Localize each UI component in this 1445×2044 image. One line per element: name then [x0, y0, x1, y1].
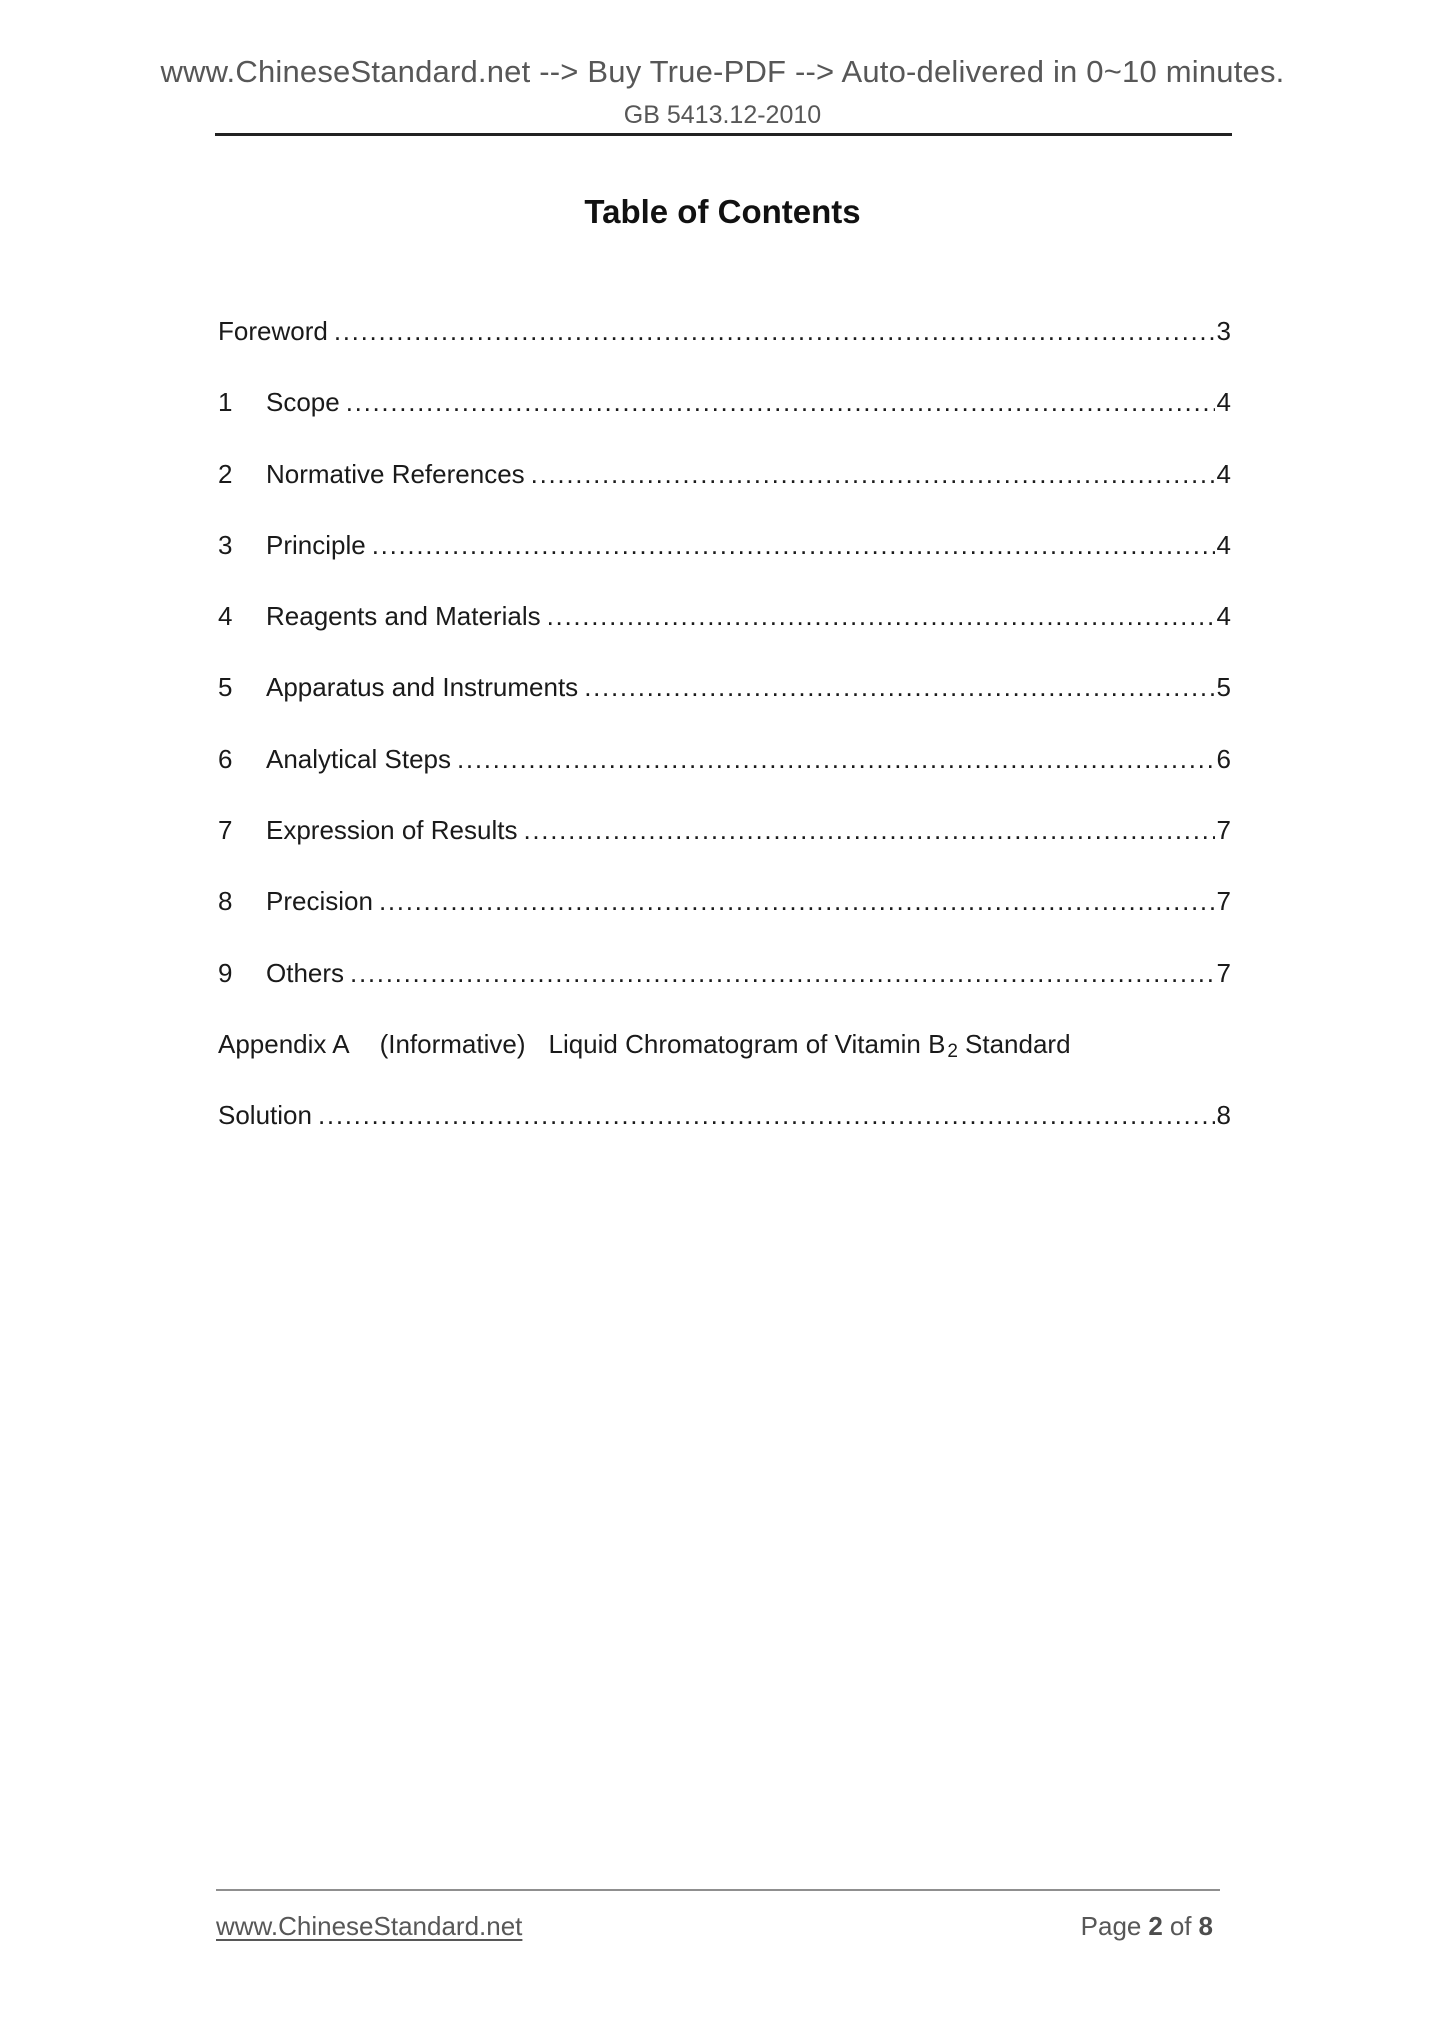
toc-entry-appendix-a-line1 [218, 1028, 1231, 1102]
toc-entry-page: 3 [1216, 316, 1231, 346]
header-promo-text: www.ChineseStandard.net --> Buy True-PDF --> Auto-delivered in 0~10 minutes. [160, 54, 1285, 89]
toc-entry-page: 7 [1216, 815, 1231, 846]
toc-entry-number: 8 [218, 886, 233, 917]
dot-leader [531, 461, 1215, 488]
header-divider [215, 133, 1232, 136]
toc-entry-label: Normative References [266, 458, 525, 489]
toc-entry-number: 2 [218, 458, 233, 489]
table-of-contents [218, 318, 1231, 1174]
toc-entry-expression-of-results [218, 817, 1231, 888]
dot-leader [346, 389, 1215, 416]
toc-entry-apparatus-and-instruments [218, 674, 1231, 745]
toc-entry-number: 7 [218, 815, 233, 846]
toc-entry-label: Apparatus and Instruments [266, 672, 579, 703]
dot-leader [547, 603, 1215, 630]
footer-page-current: 2 [1148, 1911, 1163, 1941]
dot-leader [318, 1102, 1215, 1129]
toc-entry-page: 7 [1216, 886, 1231, 917]
toc-entry-page: 4 [1216, 458, 1231, 489]
toc-entry-foreword [218, 318, 1231, 389]
toc-entry-page: 4 [1216, 387, 1231, 418]
dot-leader [584, 674, 1214, 701]
toc-entry-number: 3 [218, 529, 233, 560]
toc-entry-number: 6 [218, 743, 233, 774]
toc-entry-page: 8 [1216, 1100, 1231, 1131]
appendix-title-prefix: Liquid Chromatogram of Vitamin B [548, 1028, 946, 1059]
toc-entry-reagents-and-materials [218, 603, 1231, 674]
toc-entry-label: Foreword [218, 316, 328, 346]
footer-page-word: Page [1080, 1911, 1142, 1941]
toc-entry-label: Others [266, 957, 345, 988]
toc-entry-others [218, 957, 1231, 1031]
toc-entry-label: Solution [218, 1100, 312, 1131]
toc-entry-number: 4 [218, 601, 233, 632]
toc-entry-precision [218, 888, 1231, 959]
footer-page-of: of [1169, 1911, 1192, 1941]
dot-leader [372, 532, 1215, 559]
toc-entry-appendix-a-line2 [218, 1102, 1231, 1173]
toc-entry-number: 9 [218, 957, 233, 988]
toc-entry-label: Precision [266, 886, 373, 917]
footer-divider [216, 1889, 1220, 1891]
toc-entry-label: Scope [266, 387, 340, 418]
toc-entry-page: 5 [1216, 672, 1231, 703]
header-document-number: GB 5413.12-2010 [623, 101, 822, 129]
toc-entry-label: Reagents and Materials [266, 601, 541, 632]
toc-entry-page: 7 [1216, 957, 1231, 988]
toc-entry-number: 1 [218, 387, 233, 418]
toc-entry-scope [218, 389, 1231, 460]
appendix-vitamin-subscript: 2 [947, 1040, 958, 1062]
appendix-name: Appendix A [218, 1028, 350, 1059]
toc-entry-label: Expression of Results [266, 815, 518, 846]
dot-leader [523, 817, 1214, 844]
dot-leader [457, 746, 1215, 773]
footer-page-total: 8 [1198, 1911, 1213, 1941]
toc-entry-page: 6 [1216, 743, 1231, 774]
dot-leader [379, 888, 1215, 915]
toc-entry-page: 4 [1216, 601, 1231, 632]
page-title: Table of Contents [584, 193, 861, 230]
toc-entry-normative-references [218, 458, 1231, 532]
appendix-title-suffix: Standard [965, 1028, 1071, 1059]
appendix-type: (Informative) [379, 1028, 526, 1059]
toc-entry-label: Principle [266, 529, 366, 560]
footer-website-link[interactable]: www.ChineseStandard.net [216, 1911, 523, 1941]
toc-entry-page: 4 [1216, 529, 1231, 560]
dot-leader [350, 960, 1215, 987]
toc-entry-number: 5 [218, 672, 233, 703]
toc-entry-analytical-steps [218, 743, 1231, 817]
toc-entry-label: Analytical Steps [266, 743, 451, 774]
footer-page-indicator [216, 1911, 1213, 1942]
toc-entry-principle [218, 529, 1231, 603]
dot-leader [334, 318, 1215, 345]
